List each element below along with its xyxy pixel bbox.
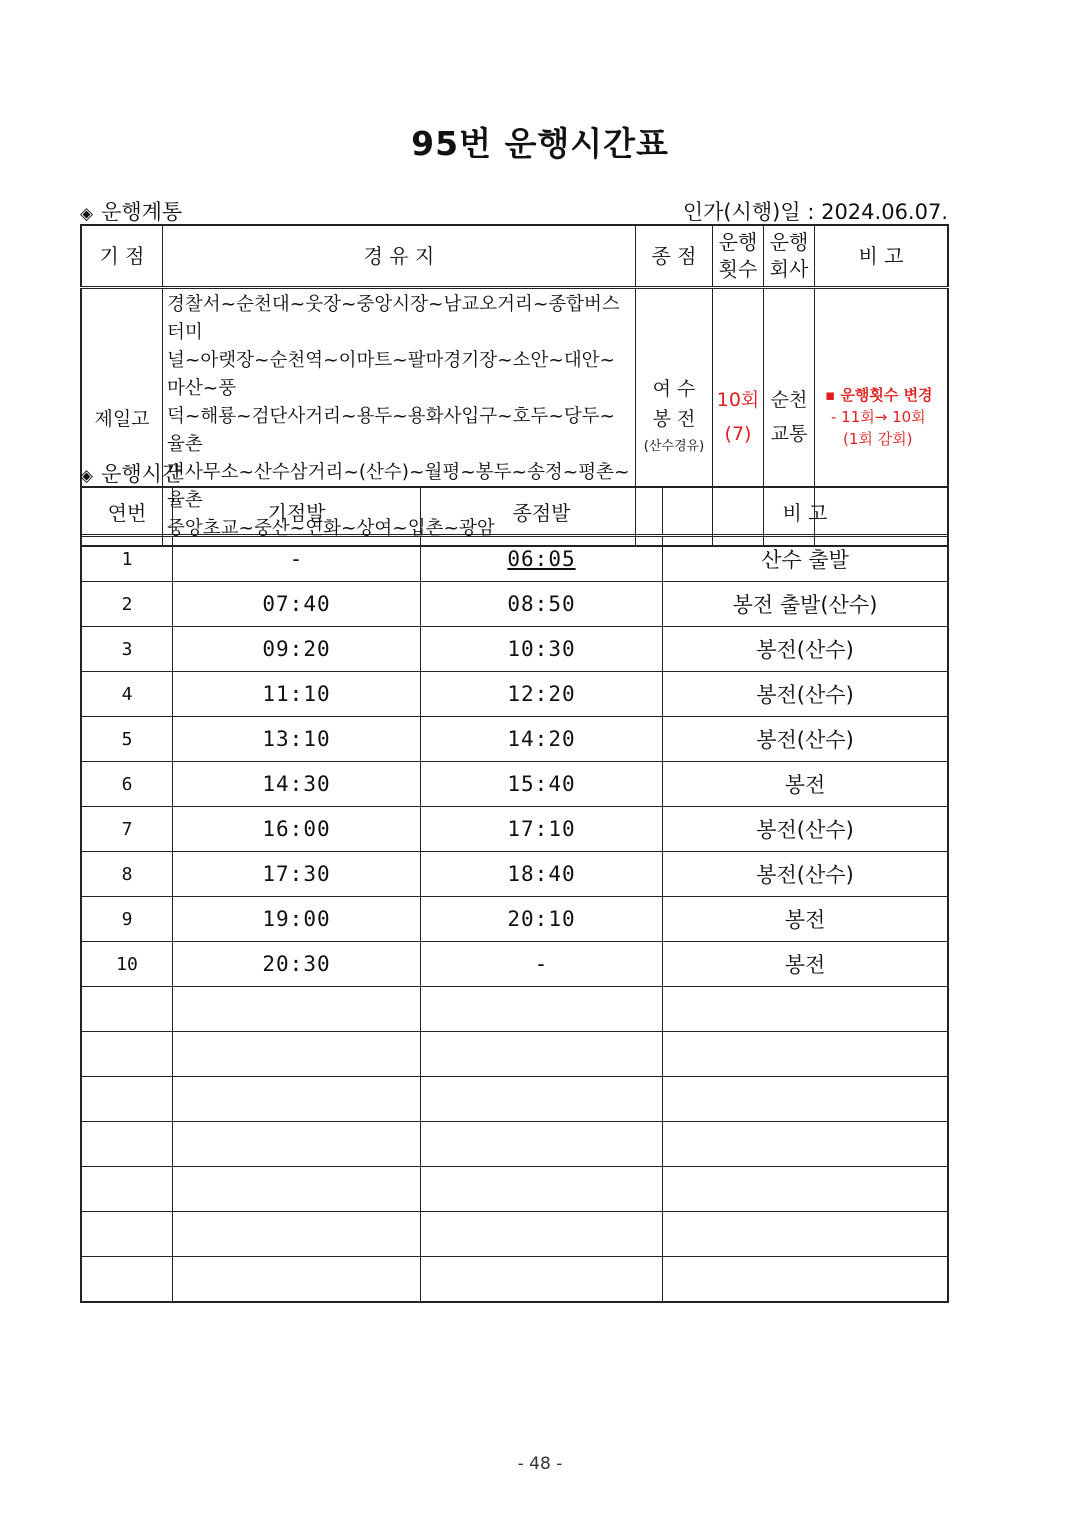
- via-line: 경찰서~순천대~웃장~중앙시장~남교오거리~종합버스터미: [167, 294, 620, 343]
- row-note: 봉전(산수): [663, 717, 949, 762]
- row-depart: 14:30: [173, 762, 421, 807]
- row-no: 9: [81, 897, 173, 942]
- header-end: 종 점: [636, 225, 713, 288]
- schedule-section-text: 운행시간: [101, 462, 183, 486]
- row-no: 8: [81, 852, 173, 897]
- row-depart: -: [173, 536, 421, 582]
- empty-row: [81, 1077, 948, 1122]
- row-no: 10: [81, 942, 173, 987]
- route-end-line1: 여 수: [652, 378, 696, 400]
- row-return: 14:20: [421, 717, 663, 762]
- route-section-label: [80, 196, 182, 226]
- header-depart: 기점발: [173, 487, 421, 536]
- row-note: 산수 출발: [663, 536, 949, 582]
- row-return: 20:10: [421, 897, 663, 942]
- page-title: 95번 운행시간표: [411, 124, 669, 163]
- via-line: 덕~해룡~검단사거리~용두~용화사입구~호두~당두~율촌: [167, 406, 616, 455]
- header-count-line2: 횟수: [718, 257, 758, 281]
- empty-row: [81, 1122, 948, 1167]
- header-start: 기 점: [81, 225, 163, 288]
- row-depart: 20:30: [173, 942, 421, 987]
- via-line: 면사무소~산수삼거리~(산수)~월평~봉두~송정~평촌~율촌: [167, 462, 630, 511]
- header-no: 연번: [81, 487, 173, 536]
- route-section-text: 운행계통: [101, 200, 183, 224]
- row-return: 18:40: [421, 852, 663, 897]
- row-depart: 11:10: [173, 672, 421, 717]
- row-no: 2: [81, 582, 173, 627]
- header-return: 종점발: [421, 487, 663, 536]
- route-note-line3: (1회 감회): [843, 430, 913, 448]
- row-no: 1: [81, 536, 173, 582]
- table-row: [81, 582, 948, 627]
- row-no: 7: [81, 807, 173, 852]
- table-row: [81, 942, 948, 987]
- via-line: 널~아랫장~순천역~이마트~팔마경기장~소안~대안~마산~풍: [167, 350, 616, 399]
- diamond-icon: ◈: [80, 466, 94, 486]
- row-no: 6: [81, 762, 173, 807]
- route-company-line1: 순천: [770, 389, 808, 411]
- header-company-line1: 운행: [769, 230, 809, 254]
- row-note: 봉전: [663, 942, 949, 987]
- table-row: [81, 536, 948, 582]
- row-no: 5: [81, 717, 173, 762]
- route-company-line2: 교통: [770, 423, 808, 445]
- row-note: 봉전(산수): [663, 627, 949, 672]
- empty-row: [81, 1167, 948, 1212]
- row-return: -: [421, 942, 663, 987]
- row-no: 3: [81, 627, 173, 672]
- row-note: 봉전: [663, 762, 949, 807]
- header-company-line2: 회사: [769, 257, 809, 281]
- table-row: [81, 807, 948, 852]
- table-row: [81, 762, 948, 807]
- page-number: - 48 -: [517, 1454, 563, 1474]
- route-note-line2: - 11회→ 10회: [831, 408, 926, 426]
- row-note: 봉전: [663, 897, 949, 942]
- row-depart: 07:40: [173, 582, 421, 627]
- table-row: [81, 852, 948, 897]
- route-start: 제일고: [81, 288, 163, 547]
- row-return: 15:40: [421, 762, 663, 807]
- empty-row: [81, 1032, 948, 1077]
- table-row: [81, 897, 948, 942]
- schedule-table: [80, 486, 949, 1303]
- row-note: 봉전(산수): [663, 672, 949, 717]
- route-note-line1: ▪ 운행횟수 변경: [825, 386, 933, 404]
- route-count-sub: (7): [724, 423, 752, 445]
- row-depart: 17:30: [173, 852, 421, 897]
- table-row: [81, 672, 948, 717]
- diamond-icon: ◈: [80, 204, 94, 224]
- row-return: 08:50: [421, 582, 663, 627]
- row-depart: 09:20: [173, 627, 421, 672]
- empty-row: [81, 987, 948, 1032]
- row-depart: 16:00: [173, 807, 421, 852]
- table-row: [81, 627, 948, 672]
- row-note: 봉전 출발(산수): [663, 582, 949, 627]
- header-note: 비 고: [815, 225, 949, 288]
- route-end-line2: 봉 전: [652, 408, 696, 430]
- row-depart: 19:00: [173, 897, 421, 942]
- row-note: 봉전(산수): [663, 807, 949, 852]
- approval-date: 인가(시행)일 : 2024.06.07.: [682, 200, 948, 224]
- table-row: [81, 717, 948, 762]
- row-no: 4: [81, 672, 173, 717]
- row-depart: 13:10: [173, 717, 421, 762]
- empty-row: [81, 1212, 948, 1257]
- schedule-section-label: [80, 458, 182, 488]
- route-count-value: 10회: [716, 389, 760, 411]
- header-count: [713, 225, 764, 288]
- row-return: 12:20: [421, 672, 663, 717]
- via-line: 중앙초교~중산~연화~상여~입촌~광암: [167, 518, 495, 539]
- row-note: 봉전(산수): [663, 852, 949, 897]
- row-return: 06:05: [421, 536, 663, 582]
- header-via: 경 유 지: [163, 225, 636, 288]
- row-return: 10:30: [421, 627, 663, 672]
- empty-row: [81, 1257, 948, 1303]
- header-count-line1: 운행: [718, 230, 758, 254]
- row-return: 17:10: [421, 807, 663, 852]
- header-company: [764, 225, 815, 288]
- route-end-line3: (산수경유): [643, 439, 705, 454]
- header-schedule-note: 비 고: [663, 487, 949, 536]
